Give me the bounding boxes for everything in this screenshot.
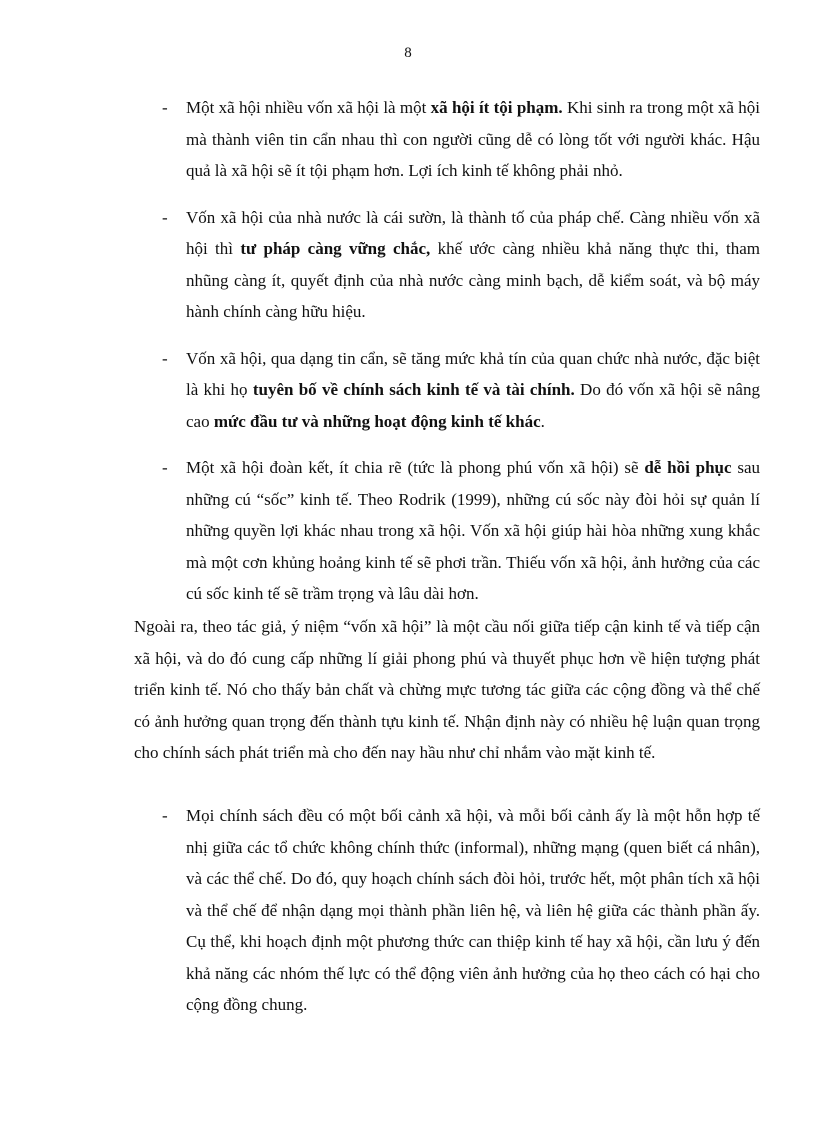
dash-marker: - (162, 806, 168, 825)
bullet-text-segment: khế ước càng nhiều khả năng thực thi, tham nhũng càng ít, quyết định của nhà nước càng minh bạch, dễ kiểm soát, và bộ máy hành chính càng hữu hiệu. (186, 239, 760, 321)
bold-text-segment: xã hội ít tội phạm. (430, 98, 563, 117)
bullet-text-segment: Khi sinh ra trong một xã hội mà thành viên tin cẩn nhau thì con người cũng dễ có lòng tốt với người khác. Hậu quả là xã hội sẽ ít tội phạm hơn. Lợi ích kinh tế không phải nhỏ. (186, 98, 760, 180)
bullet-list-policy (134, 800, 760, 1036)
bullet-item (134, 800, 760, 1021)
bullet-text-segment: Một xã hội nhiều vốn xã hội là một (186, 98, 431, 117)
bullet-item (134, 92, 760, 187)
bold-text-segment: tuyên bố về chính sách kinh tế và tài chính. (252, 380, 575, 399)
bold-text-segment: mức đầu tư và những hoạt động kinh tế khác (213, 411, 541, 431)
bullet-text-segment: Vốn xã hội, qua dạng tin cẩn, sẽ tăng mức khả tín của quan chức nhà nước, đặc biệt là khi họ (186, 348, 760, 399)
bullet-text-segment: Do đó vốn xã hội sẽ nâng cao (186, 380, 760, 431)
bullet-text-segment: Một xã hội đoàn kết, ít chia rẽ (tức là phong phú vốn xã hội) sẽ (186, 458, 645, 477)
bullet-text-segment: Vốn xã hội của nhà nước là cái sườn, là thành tố của pháp chế. Càng nhiều vốn xã hội thì (186, 207, 760, 258)
bullet-item (134, 202, 760, 328)
bullet-text-segment: sau những cú “sốc” kinh tế. Theo Rodrik (1999), những cú sốc này đòi hỏi sự quản lí những quyền lợi khác nhau trong xã hội. Vốn xã hội giúp hài hòa những xung khắc mà một cơn khủng hoảng kinh tế sẽ phơi trần. Thiếu vốn xã hội, ảnh hưởng của các cú sốc kinh tế sẽ trầm trọng và lâu dài hơn. (186, 458, 760, 603)
bold-text-segment: tư pháp càng vững chắc, (240, 239, 431, 258)
page-number: 8 (404, 45, 412, 61)
body-paragraph: Ngoài ra, theo tác giả, ý niệm “vốn xã hội” là một cầu nối giữa tiếp cận kinh tế và tiếp cận xã hội, và do đó cung cấp những lí giải phong phú và thuyết phục hơn về hiện tượng phát triển kinh tế. Nó cho thấy bản chất và chừng mực tương tác giữa các cộng đồng và thể chế có ảnh hưởng quan trọng đến thành tựu kinh tế. Nhận định này có nhiều hệ luận quan trọng cho chính sách phát triển mà cho đến nay hầu như chỉ nhắm vào mặt kinh tế. (134, 617, 760, 762)
dash-marker: - (162, 98, 168, 117)
bullet-item (134, 343, 760, 438)
bullet-list-benefits (134, 92, 760, 625)
bullet-text-segment: . (540, 411, 545, 431)
bold-text-segment: dễ hồi phục (644, 458, 732, 477)
dash-marker: - (162, 458, 168, 477)
bullet-text-segment: Mọi chính sách đều có một bối cảnh xã hội, và mỗi bối cảnh ấy là một hỗn hợp tế nhị giữa các tổ chức không chính thức (informal), những mạng (quen biết cá nhân), và các thể chế. Do đó, quy hoạch chính sách đòi hỏi, trước hết, một phân tích xã hội và thể chế để nhận dạng mọi thành phần liên hệ, và liên hệ giữa các thành phần ấy. Cụ thể, khi hoạch định một phương thức can thiệp kinh tế hay xã hội, cần lưu ý đến khả năng các nhóm thế lực có thể động viên ảnh hưởng của họ theo cách có hại cho cộng đồng chung. (186, 806, 760, 1014)
dash-marker: - (162, 348, 168, 368)
bullet-item (134, 452, 760, 610)
dash-marker: - (162, 207, 168, 227)
